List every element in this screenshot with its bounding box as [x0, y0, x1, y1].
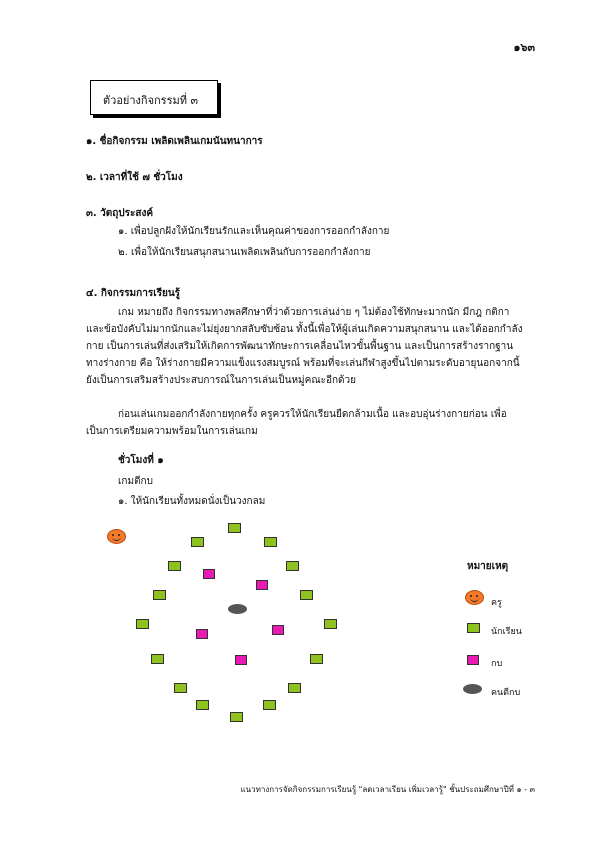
frog-marker: [196, 629, 208, 639]
step-one: ๑. ให้นักเรียนทั้งหมดนั่งเป็นวงกลม: [118, 496, 266, 507]
legend-teacher-icon: [465, 590, 484, 605]
page-footer: แนวทางการจัดกิจกรรมการเรียนรู้ "ลดเวลาเรียน เพิ่มเวลารู้" ชั้นประถมศึกษาปีที่ ๑ - ๓: [240, 785, 535, 794]
legend-student-label: นักเรียน: [491, 627, 522, 637]
activity-title: ตัวอย่างกิจกรรมที่ ๓: [103, 94, 199, 107]
frog-marker: [272, 625, 284, 635]
game-definition-paragraph: เกม หมายถึง กิจกรรมทางพลศึกษาที่ว่าด้วยการเล่นง่าย ๆ ไม่ต้องใช้ทักษะมากนัก มีกฎ กติกา และข้อบังคับไม่มากนักและไม่ยุ่งยากสลับซับซ้อน ทั้งนี้เพื่อให้ผู้เล่นเกิดความสนุกสนาน และได้ออกกำลังกาย เป็นการเล่นที่ส่งเสริมให้เกิดการพัฒนาทักษะการเคลื่อนไหวขั้นพื้นฐาน และเป็นการสร้างรากฐานทางร่างกาย คือ ให้ร่างกายมีความแข็งแรงสมบูรณ์ พร้อมที่จะเล่นกีฬาสูงขึ้นไปตามระดับอายุนอกจากนี้ยังเป็นการเสริมสร้างประสบการณ์ในการเล่นเป็นหมู่คณะอีกด้วย: [86, 307, 523, 386]
student-marker: [196, 700, 209, 710]
frog-marker: [235, 655, 247, 665]
student-marker: [310, 654, 323, 664]
legend-frog-swatch: [467, 655, 479, 665]
student-marker: [174, 683, 187, 693]
warmup-paragraph: ก่อนเล่นเกมออกกำลังกายทุกครั้ง ครูควรให้นักเรียนยืดกล้ามเนื้อ และอบอุ่นร่างกายก่อน เพื่อเป็นการเตรียมความพร้อมในการเล่นเกม: [86, 409, 507, 437]
hour-heading: ชั่วโมงที่ ๑: [118, 455, 164, 466]
activity-heading: ๔. กิจกรรมการเรียนรู้: [86, 288, 181, 299]
game-name: เกมตีกบ: [118, 476, 153, 487]
activity-title-box: [90, 80, 218, 115]
objective-item: ๒. เพื่อให้นักเรียนสนุกสนานเพลิดเพลินกับการออกกำลังกาย: [118, 247, 371, 258]
hitter-marker: [228, 604, 247, 614]
frog-marker: [203, 569, 215, 579]
legend-student-swatch: [467, 623, 480, 633]
student-marker: [230, 712, 243, 722]
student-marker: [191, 537, 204, 547]
legend-hitter-label: คนตีกบ: [491, 688, 521, 698]
legend-teacher-label: ครู: [491, 598, 502, 608]
legend-hitter-swatch: [463, 684, 482, 694]
student-marker: [324, 619, 337, 629]
student-marker: [288, 683, 301, 693]
student-marker: [136, 619, 149, 629]
legend-frog-label: กบ: [491, 659, 503, 669]
time-used: ๒. เวลาที่ใช้ ๗ ชั่วโมง: [86, 172, 183, 183]
student-marker: [300, 590, 313, 600]
activity-name: ๑. ชื่อกิจกรรม เพลิดเพลินเกมนันทนาการ: [86, 136, 263, 147]
legend-title: หมายเหตุ: [467, 561, 509, 572]
frog-marker: [256, 580, 268, 590]
page-number: ๑๖๓: [513, 41, 535, 54]
student-marker: [168, 561, 181, 571]
student-marker: [151, 654, 164, 664]
student-marker: [286, 561, 299, 571]
objective-heading: ๓. วัตถุประสงค์: [86, 208, 154, 219]
student-marker: [228, 523, 241, 533]
student-marker: [263, 700, 276, 710]
student-marker: [153, 590, 166, 600]
student-marker: [264, 537, 277, 547]
objective-item: ๑. เพื่อปลูกฝังให้นักเรียนรักและเห็นคุณค่าของการออกกำลังกาย: [118, 226, 390, 237]
teacher-icon: [107, 529, 126, 544]
